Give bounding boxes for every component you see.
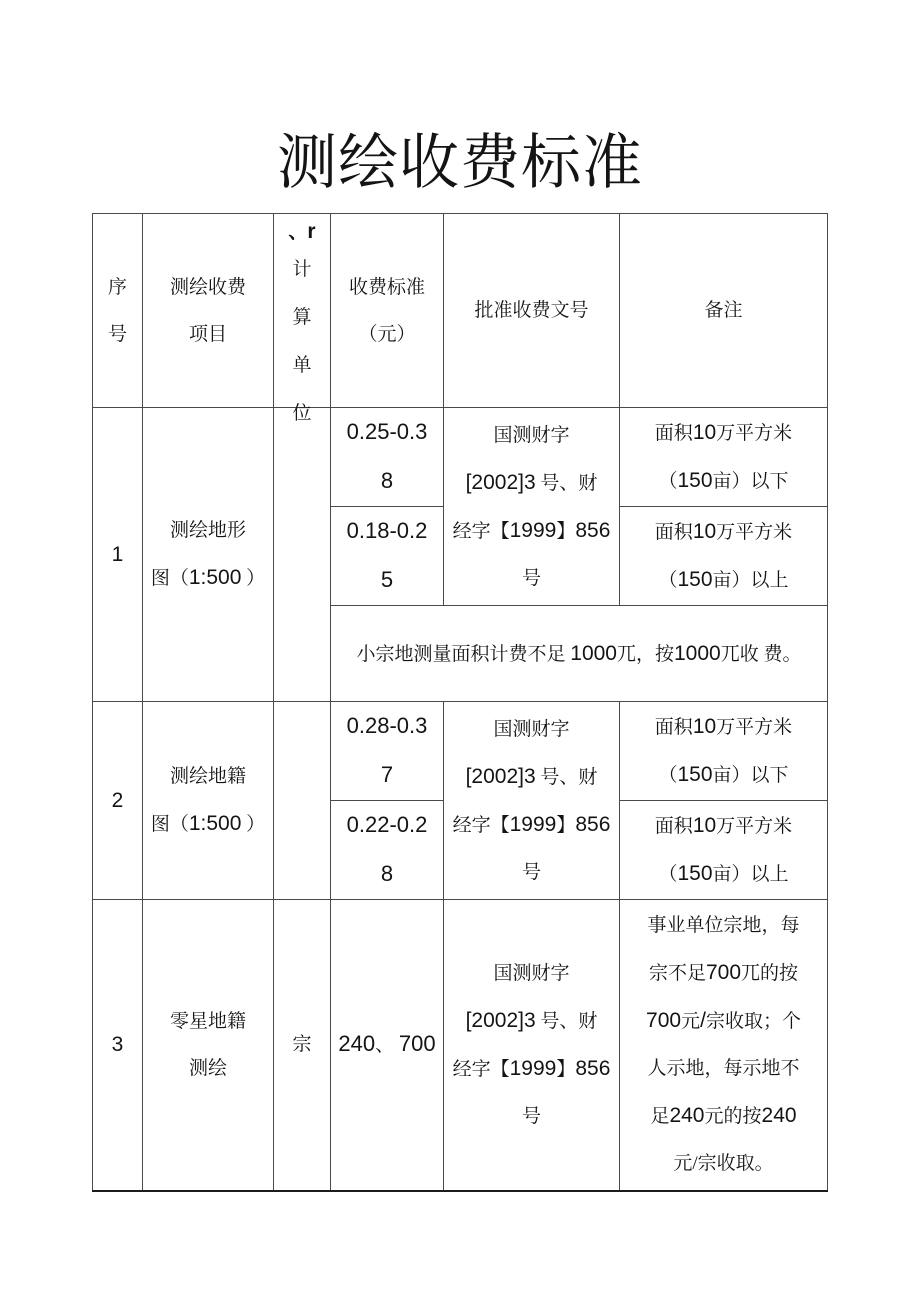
- row3-unit: 宗: [274, 900, 331, 1191]
- row3-item: [143, 900, 274, 1191]
- text-line: （150亩）以上: [658, 568, 789, 591]
- text-line: 图（1:500 ）: [150, 566, 266, 589]
- text-line: 国测财字: [493, 962, 570, 984]
- row1-item: [143, 408, 274, 702]
- text-line: （150亩）以下: [658, 763, 789, 786]
- text-line: （150亩）以下: [658, 469, 789, 492]
- text-line: 8: [380, 861, 394, 886]
- header-serial-number: [93, 214, 143, 408]
- table-row: [93, 900, 828, 1191]
- text-line: 、r: [288, 219, 316, 243]
- row3-serial: 3: [93, 900, 143, 1191]
- text-line: （元）: [358, 323, 416, 345]
- row2-approval-doc: [444, 702, 620, 900]
- table-row: [93, 702, 828, 801]
- text-line: 项目: [188, 323, 227, 345]
- text-line: 国测财字: [493, 424, 570, 446]
- fee-standard-table: [92, 213, 828, 1192]
- text-line: 计: [292, 258, 312, 280]
- header-approval-doc: 批准收费文号: [444, 214, 620, 408]
- text-line: 号: [521, 861, 541, 883]
- text-line: [2002]3 号、财: [465, 470, 598, 494]
- row2-unit: [274, 702, 331, 900]
- header-calc-unit: [274, 214, 331, 424]
- row1-fee-lower: [331, 507, 444, 606]
- text-line: 测绘: [188, 1057, 227, 1079]
- text-line: 面积10万平方米: [654, 421, 793, 444]
- text-line: 序: [107, 276, 127, 298]
- text-line: 5: [380, 567, 394, 592]
- text-line: 零星地籍: [169, 1010, 246, 1032]
- row2-remark-lower: [620, 801, 828, 900]
- table-row: [93, 408, 828, 507]
- row1-note: 小宗地测量面积计费不足 1000兀，按1000兀收 费。: [331, 606, 828, 702]
- row2-fee-upper: [331, 702, 444, 801]
- header-calc-unit-text: [274, 215, 330, 424]
- text-line: 人示地，每示地不: [647, 1058, 800, 1080]
- row2-remark-upper: [620, 702, 828, 801]
- text-line: 号: [107, 323, 127, 345]
- text-line: [2002]3 号、财: [465, 1008, 598, 1032]
- text-line: 面积10万平方米: [654, 715, 793, 738]
- text-line: 事业单位宗地，每: [647, 915, 800, 937]
- row1-serial: 1: [93, 408, 143, 702]
- text-line: 8: [380, 468, 394, 493]
- row3-remark: [620, 900, 828, 1191]
- row2-item: [143, 702, 274, 900]
- text-line: 面积10万平方米: [654, 814, 793, 837]
- header-survey-fee-item: [143, 214, 274, 408]
- row1-fee-upper: [331, 408, 444, 507]
- text-line: 号: [521, 1105, 541, 1127]
- text-line: 面积10万平方米: [654, 520, 793, 543]
- text-line: 700元/宗收取；个: [646, 1009, 801, 1033]
- row3-approval-doc: [444, 900, 620, 1191]
- text-line: 测绘地籍: [169, 766, 246, 787]
- text-line: 经字【1999】856: [452, 1056, 611, 1080]
- row2-fee-lower: [331, 801, 444, 900]
- header-remark: 备注: [620, 214, 828, 408]
- row3-fee: 240、 700: [331, 900, 444, 1191]
- text-line: 7: [380, 762, 394, 787]
- text-line: 宗不足700兀的按: [648, 961, 799, 985]
- text-line: 0.18-0.2: [346, 518, 428, 543]
- table-header-row: [93, 214, 828, 408]
- row1-approval-doc: [444, 408, 620, 606]
- page-title: 测绘收费标准: [277, 130, 643, 196]
- text-line: 图（1:500 ）: [150, 812, 266, 835]
- text-line: 单: [292, 354, 312, 376]
- text-line: 收费标准: [348, 276, 425, 298]
- text-line: 0.22-0.2: [346, 812, 428, 837]
- text-line: 位: [292, 402, 312, 424]
- text-line: 测绘收费: [169, 276, 246, 298]
- header-fee-standard: [331, 214, 444, 408]
- row2-serial: 2: [93, 702, 143, 900]
- text-line: （150亩）以上: [658, 862, 789, 885]
- text-line: [2002]3 号、财: [465, 764, 598, 788]
- text-line: 0.25-0.3: [346, 419, 428, 444]
- text-line: 号: [521, 567, 541, 589]
- text-line: 元/宗收取。: [673, 1153, 774, 1175]
- text-line: 测绘地形: [169, 520, 246, 541]
- text-line: 经字【1999】856: [452, 518, 611, 542]
- text-line: 足240元的按240: [650, 1104, 797, 1128]
- row1-remark-lower: [620, 507, 828, 606]
- row1-remark-upper: [620, 408, 828, 507]
- text-line: 算: [292, 306, 312, 328]
- row1-unit: [274, 408, 331, 702]
- text-line: 国测财字: [493, 718, 570, 740]
- text-line: 0.28-0.3: [346, 713, 428, 738]
- text-line: 经字【1999】856: [452, 812, 611, 836]
